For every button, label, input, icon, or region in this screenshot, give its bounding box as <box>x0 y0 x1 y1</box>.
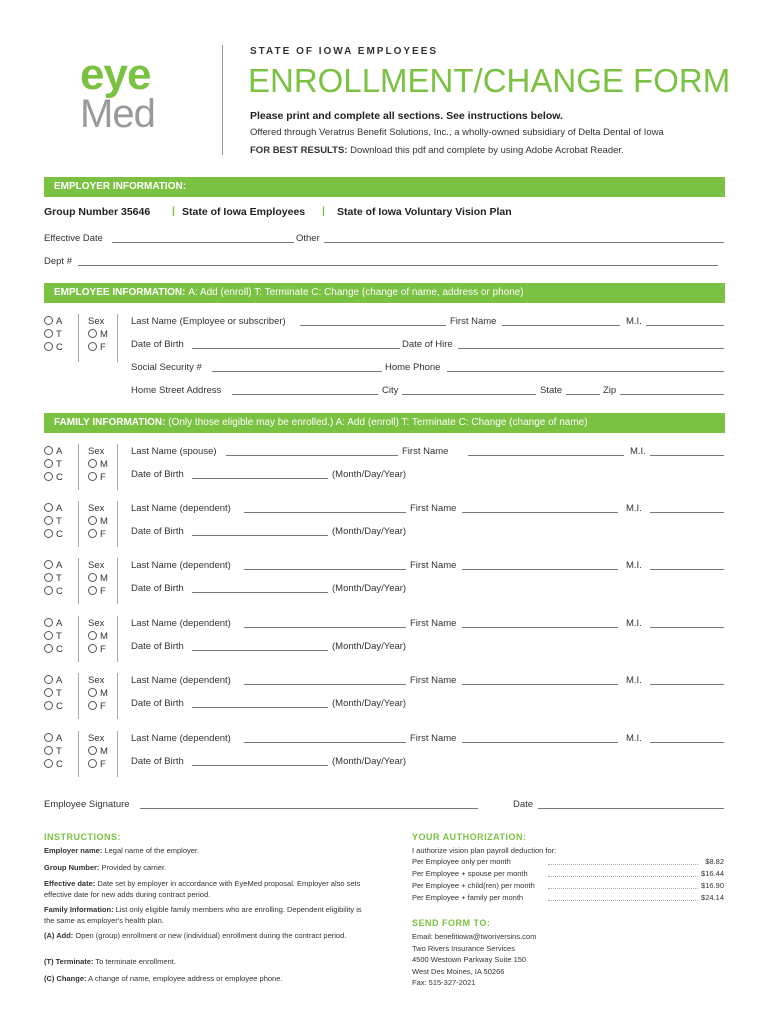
option-a[interactable] <box>44 502 63 515</box>
best-results-text: Download this pdf and complete by using Adobe Acrobat Reader. <box>350 145 624 156</box>
radio-icon[interactable] <box>44 329 53 338</box>
group-number: Group Number 35646 <box>44 206 151 218</box>
rate-value: $16.90 <box>701 881 724 890</box>
family-dob-field[interactable] <box>192 478 328 479</box>
sex-m[interactable] <box>88 745 108 758</box>
family-action-options <box>44 559 63 598</box>
option-label: T <box>56 329 62 340</box>
option-t[interactable] <box>44 687 63 700</box>
employee-bar-note: A: Add (enroll) T: Terminate C: Change (change of name, address or phone) <box>188 287 524 298</box>
radio-icon[interactable] <box>88 688 97 697</box>
instruction-term: Employer name: <box>44 846 103 855</box>
family-dob-format: (Month/Day/Year) <box>332 756 407 767</box>
emp-last-name-field[interactable] <box>300 325 446 326</box>
emp-state-field[interactable] <box>566 394 600 395</box>
sex-m-label: M <box>100 631 108 642</box>
family-first-name-field[interactable] <box>462 627 618 628</box>
option-label: C <box>56 644 63 655</box>
option-label: C <box>56 342 63 353</box>
sex-f[interactable] <box>88 528 108 541</box>
divider <box>78 558 79 604</box>
sex-label: Sex <box>88 316 105 327</box>
family-first-name-field[interactable] <box>462 512 618 513</box>
family-last-name-field[interactable] <box>244 627 406 628</box>
page-title: ENROLLMENT/CHANGE FORM <box>248 62 731 99</box>
emp-last-name-label: Last Name (Employee or subscriber) <box>131 316 286 327</box>
family-dob-label: Date of Birth <box>131 756 184 767</box>
emp-first-name-field[interactable] <box>502 325 620 326</box>
divider <box>78 444 79 490</box>
option-c[interactable] <box>44 471 63 484</box>
family-mi-label: M.I. <box>626 733 642 744</box>
emp-ssn-label: Social Security # <box>131 362 202 373</box>
radio-icon[interactable] <box>88 516 97 525</box>
send-line: 4500 Westown Parkway Suite 150 <box>412 955 527 965</box>
send-line: Fax: 515-327-2021 <box>412 978 476 988</box>
instruction-text: Date set by employer in accordance with EyeMed proposal. Employer also sets effective date for new adds during contract period. <box>44 879 361 899</box>
instruction-item <box>44 904 364 926</box>
family-dob-format: (Month/Day/Year) <box>332 526 407 537</box>
instruction-term: (C) Change: <box>44 974 87 983</box>
family-dob-field[interactable] <box>192 650 328 651</box>
emp-zip-label: Zip <box>603 385 617 396</box>
sex-label: Sex <box>88 618 105 629</box>
rate-label: Per Employee + spouse per month <box>412 869 528 878</box>
option-c[interactable] <box>44 758 63 771</box>
authorization-intro: I authorize vision plan payroll deduction for: <box>412 846 557 855</box>
radio-icon[interactable] <box>44 446 53 455</box>
family-first-name-field[interactable] <box>462 742 618 743</box>
emp-address-label: Home Street Address <box>131 385 222 396</box>
option-label: T <box>56 746 62 757</box>
instruction-term: Family Information: <box>44 905 114 914</box>
logo-med: Med <box>80 92 155 136</box>
sex-m-label: M <box>100 573 108 584</box>
signature-date-label: Date <box>513 799 534 810</box>
sex-f[interactable] <box>88 471 108 484</box>
radio-icon[interactable] <box>44 459 53 468</box>
sex-label: Sex <box>88 733 105 744</box>
sex-f-label: F <box>100 759 106 770</box>
family-mi-field[interactable] <box>650 569 724 570</box>
dept-label: Dept # <box>44 256 72 267</box>
option-c[interactable] <box>44 341 63 354</box>
instruction-text: Provided by carrier. <box>99 863 167 872</box>
emp-city-label: City <box>382 385 399 396</box>
employee-action-options <box>44 315 63 354</box>
signature-label: Employee Signature <box>44 799 130 810</box>
family-last-name-field[interactable] <box>226 455 398 456</box>
family-action-options <box>44 674 63 713</box>
rate-label: Per Employee + child(ren) per month <box>412 881 535 890</box>
option-c[interactable] <box>44 643 63 656</box>
radio-icon[interactable] <box>44 342 53 351</box>
option-label: A <box>56 733 63 744</box>
radio-icon[interactable] <box>88 472 97 481</box>
divider <box>78 731 79 777</box>
other-field[interactable] <box>324 242 724 243</box>
radio-icon[interactable] <box>88 746 97 755</box>
family-bar-title: FAMILY INFORMATION: <box>54 417 166 428</box>
instruction-item <box>44 845 364 856</box>
family-dob-field[interactable] <box>192 535 328 536</box>
rate-value: $8.82 <box>705 857 724 866</box>
instructions-line: Please print and complete all sections. See instructions below. <box>250 110 563 122</box>
emp-dob-field[interactable] <box>192 348 400 349</box>
send-line: Email: benefitiowa@tworiversins.com <box>412 932 537 941</box>
emp-first-name-label: First Name <box>450 316 497 327</box>
header-divider <box>222 45 223 155</box>
radio-icon[interactable] <box>44 759 53 768</box>
sex-f-label: F <box>100 472 106 483</box>
option-label: T <box>56 516 62 527</box>
emp-zip-field[interactable] <box>620 394 724 395</box>
supertitle: STATE OF IOWA EMPLOYEES <box>250 46 439 57</box>
radio-icon[interactable] <box>44 746 53 755</box>
option-label: T <box>56 631 62 642</box>
option-c[interactable] <box>44 700 63 713</box>
rate-value: $16.44 <box>701 869 724 878</box>
radio-icon[interactable] <box>44 472 53 481</box>
emp-home-phone-field[interactable] <box>447 371 724 372</box>
divider <box>117 731 118 777</box>
sex-f-label: F <box>100 586 106 597</box>
send-line: West Des Moines, IA 50266 <box>412 966 505 976</box>
sex-m-label: M <box>100 459 108 470</box>
option-label: A <box>56 675 63 686</box>
radio-icon[interactable] <box>44 631 53 640</box>
instruction-term: (T) Terminate: <box>44 957 94 966</box>
effective-date-field[interactable] <box>112 242 294 243</box>
option-a[interactable] <box>44 732 63 745</box>
divider <box>78 616 79 662</box>
family-mi-field[interactable] <box>650 455 724 456</box>
radio-icon[interactable] <box>44 644 53 653</box>
instruction-item <box>44 956 364 967</box>
sex-f[interactable] <box>88 700 108 713</box>
radio-icon[interactable] <box>44 529 53 538</box>
family-first-name-label: First Name <box>410 733 457 744</box>
signature-field[interactable] <box>140 808 478 809</box>
authorization-heading: YOUR AUTHORIZATION: <box>412 832 527 842</box>
instruction-text: Legal name of the employer. <box>102 846 200 855</box>
family-first-name-label: First Name <box>402 446 449 457</box>
radio-icon[interactable] <box>44 586 53 595</box>
divider <box>117 673 118 719</box>
emp-city-field[interactable] <box>402 394 536 395</box>
instruction-item <box>44 878 364 900</box>
sep-1: | <box>172 205 175 217</box>
option-label: A <box>56 316 63 327</box>
signature-date-field[interactable] <box>538 808 724 809</box>
option-label: A <box>56 446 63 457</box>
family-dob-field[interactable] <box>192 707 328 708</box>
other-label: Other <box>296 233 320 244</box>
radio-icon[interactable] <box>44 688 53 697</box>
radio-icon[interactable] <box>44 516 53 525</box>
sex-label: Sex <box>88 560 105 571</box>
plan-name: State of Iowa Voluntary Vision Plan <box>337 206 512 218</box>
family-first-name-label: First Name <box>410 675 457 686</box>
family-bar <box>44 413 725 433</box>
family-mi-label: M.I. <box>626 503 642 514</box>
family-last-name-label: Last Name (dependent) <box>131 560 231 571</box>
option-label: C <box>56 472 63 483</box>
radio-icon[interactable] <box>88 573 97 582</box>
employee-sex <box>88 315 108 354</box>
divider <box>117 616 118 662</box>
option-t[interactable] <box>44 458 63 471</box>
family-sex <box>88 674 108 713</box>
family-dob-label: Date of Birth <box>131 698 184 709</box>
family-first-name-field[interactable] <box>468 455 624 456</box>
option-t[interactable] <box>44 572 63 585</box>
family-sex <box>88 502 108 541</box>
instruction-text: List only eligible family members who are enrolling. Dependent eligibility is the same as employer's health plan. <box>44 905 362 925</box>
option-label: A <box>56 618 63 629</box>
family-last-name-label: Last Name (dependent) <box>131 503 231 514</box>
sex-label: Sex <box>88 503 105 514</box>
family-dob-format: (Month/Day/Year) <box>332 583 407 594</box>
employer-bar: EMPLOYER INFORMATION: <box>44 177 725 197</box>
family-last-name-label: Last Name (spouse) <box>131 446 217 457</box>
send-line: Two Rivers Insurance Services <box>412 943 515 953</box>
radio-icon[interactable] <box>44 618 53 627</box>
rate-label: Per Employee + family per month <box>412 893 524 902</box>
option-c[interactable] <box>44 585 63 598</box>
state-employees: State of Iowa Employees <box>182 206 306 218</box>
family-last-name-field[interactable] <box>244 512 406 513</box>
family-first-name-field[interactable] <box>462 569 618 570</box>
eyemed-logo <box>80 50 185 136</box>
family-sex <box>88 559 108 598</box>
emp-mi-label: M.I. <box>626 316 642 327</box>
option-label: C <box>56 759 63 770</box>
family-sex <box>88 617 108 656</box>
emp-doh-field[interactable] <box>458 348 724 349</box>
radio-icon[interactable] <box>44 503 53 512</box>
family-mi-field[interactable] <box>650 742 724 743</box>
sex-m[interactable] <box>88 572 108 585</box>
radio-icon[interactable] <box>88 701 97 710</box>
sep-2: | <box>322 205 325 217</box>
sex-f-label: F <box>100 644 106 655</box>
divider <box>78 501 79 547</box>
option-label: A <box>56 503 63 514</box>
best-results-label: FOR BEST RESULTS: <box>250 145 348 156</box>
family-first-name-label: First Name <box>410 618 457 629</box>
family-last-name-label: Last Name (dependent) <box>131 675 231 686</box>
rate-value: $24.14 <box>701 893 724 902</box>
option-t[interactable] <box>44 515 63 528</box>
family-dob-field[interactable] <box>192 592 328 593</box>
offered-through: Offered through Veratrus Benefit Solutions, Inc., a wholly-owned subsidiary of Delta Dental of Iowa <box>250 127 664 138</box>
sex-f[interactable] <box>88 341 108 354</box>
family-action-options <box>44 445 63 484</box>
sex-label: Sex <box>88 675 105 686</box>
instructions-heading: INSTRUCTIONS: <box>44 832 121 842</box>
sex-m[interactable] <box>88 515 108 528</box>
option-t[interactable] <box>44 328 63 341</box>
radio-icon[interactable] <box>88 329 97 338</box>
divider <box>117 501 118 547</box>
divider <box>117 314 118 362</box>
radio-icon[interactable] <box>88 631 97 640</box>
family-last-name-field[interactable] <box>244 742 406 743</box>
emp-ssn-field[interactable] <box>212 371 382 372</box>
sex-m[interactable] <box>88 328 108 341</box>
sex-m[interactable] <box>88 687 108 700</box>
radio-icon[interactable] <box>44 733 53 742</box>
divider <box>117 444 118 490</box>
family-last-name-field[interactable] <box>244 569 406 570</box>
radio-icon[interactable] <box>44 573 53 582</box>
family-action-options <box>44 502 63 541</box>
employee-bar-title: EMPLOYEE INFORMATION: <box>54 287 186 298</box>
family-dob-format: (Month/Day/Year) <box>332 469 407 480</box>
family-first-name-label: First Name <box>410 503 457 514</box>
option-a[interactable] <box>44 559 63 572</box>
instruction-term: Group Number: <box>44 863 100 872</box>
family-dob-label: Date of Birth <box>131 469 184 480</box>
sex-f-label: F <box>100 701 106 712</box>
family-dob-format: (Month/Day/Year) <box>332 698 407 709</box>
radio-icon[interactable] <box>88 759 97 768</box>
sex-f[interactable] <box>88 758 108 771</box>
sex-m-label: M <box>100 516 108 527</box>
option-label: A <box>56 560 63 571</box>
radio-icon[interactable] <box>44 675 53 684</box>
radio-icon[interactable] <box>88 529 97 538</box>
radio-icon[interactable] <box>44 316 53 325</box>
emp-doh-label: Date of Hire <box>402 339 453 350</box>
option-a[interactable] <box>44 445 63 458</box>
employee-bar <box>44 283 725 303</box>
sex-f[interactable] <box>88 643 108 656</box>
sex-m[interactable] <box>88 458 108 471</box>
family-first-name-field[interactable] <box>462 684 618 685</box>
family-dob-label: Date of Birth <box>131 526 184 537</box>
option-a[interactable] <box>44 315 63 328</box>
sex-f-label: F <box>100 529 106 540</box>
family-last-name-label: Last Name (dependent) <box>131 733 231 744</box>
option-label: T <box>56 459 62 470</box>
option-c[interactable] <box>44 528 63 541</box>
option-label: C <box>56 529 63 540</box>
emp-dob-label: Date of Birth <box>131 339 184 350</box>
instruction-text: To terminate enrollment. <box>93 957 176 966</box>
family-bar-note: (Only those eligible may be enrolled.) A: Add (enroll) T: Terminate C: Change (change of name) <box>168 417 588 428</box>
sex-m-label: M <box>100 329 108 340</box>
option-a[interactable] <box>44 674 63 687</box>
emp-home-phone-label: Home Phone <box>385 362 441 373</box>
radio-icon[interactable] <box>88 342 97 351</box>
divider <box>78 673 79 719</box>
sex-label: Sex <box>88 446 105 457</box>
family-mi-label: M.I. <box>626 675 642 686</box>
option-label: T <box>56 573 62 584</box>
option-label: C <box>56 701 63 712</box>
family-action-options <box>44 617 63 656</box>
instruction-item <box>44 862 364 873</box>
family-dob-label: Date of Birth <box>131 583 184 594</box>
family-sex <box>88 445 108 484</box>
option-t[interactable] <box>44 630 63 643</box>
sex-f-label: F <box>100 342 106 353</box>
family-dob-format: (Month/Day/Year) <box>332 641 407 652</box>
best-results <box>250 145 624 156</box>
rate-label: Per Employee only per month <box>412 857 511 866</box>
family-last-name-field[interactable] <box>244 684 406 685</box>
divider <box>117 558 118 604</box>
instruction-item <box>44 930 364 941</box>
emp-state-label: State <box>540 385 563 396</box>
family-first-name-label: First Name <box>410 560 457 571</box>
divider <box>78 314 79 362</box>
dept-field[interactable] <box>78 265 718 266</box>
family-action-options <box>44 732 63 771</box>
family-dob-field[interactable] <box>192 765 328 766</box>
logo-eye: eye <box>80 50 151 99</box>
sex-m-label: M <box>100 688 108 699</box>
radio-icon[interactable] <box>44 701 53 710</box>
option-t[interactable] <box>44 745 63 758</box>
family-mi-field[interactable] <box>650 512 724 513</box>
family-mi-label: M.I. <box>630 446 646 457</box>
send-heading: SEND FORM TO: <box>412 918 491 928</box>
instruction-term: (A) Add: <box>44 931 74 940</box>
family-mi-label: M.I. <box>626 618 642 629</box>
radio-icon[interactable] <box>88 644 97 653</box>
family-dob-label: Date of Birth <box>131 641 184 652</box>
emp-mi-field[interactable] <box>646 325 724 326</box>
sex-f[interactable] <box>88 585 108 598</box>
radio-icon[interactable] <box>44 560 53 569</box>
family-last-name-label: Last Name (dependent) <box>131 618 231 629</box>
sex-m[interactable] <box>88 630 108 643</box>
family-mi-field[interactable] <box>650 684 724 685</box>
effective-date-label: Effective Date <box>44 233 103 244</box>
sex-m-label: M <box>100 746 108 757</box>
option-label: T <box>56 688 62 699</box>
instruction-item <box>44 973 364 984</box>
instruction-text: Open (group) enrollment or new (individual) enrollment during the contract period. <box>73 931 347 940</box>
radio-icon[interactable] <box>88 459 97 468</box>
send-lines <box>412 931 536 989</box>
option-label: C <box>56 586 63 597</box>
instruction-term: Effective date: <box>44 879 96 888</box>
family-sex <box>88 732 108 771</box>
option-a[interactable] <box>44 617 63 630</box>
family-mi-label: M.I. <box>626 560 642 571</box>
emp-address-field[interactable] <box>232 394 378 395</box>
instruction-text: A change of name, employee address or employee phone. <box>86 974 283 983</box>
radio-icon[interactable] <box>88 586 97 595</box>
family-mi-field[interactable] <box>650 627 724 628</box>
